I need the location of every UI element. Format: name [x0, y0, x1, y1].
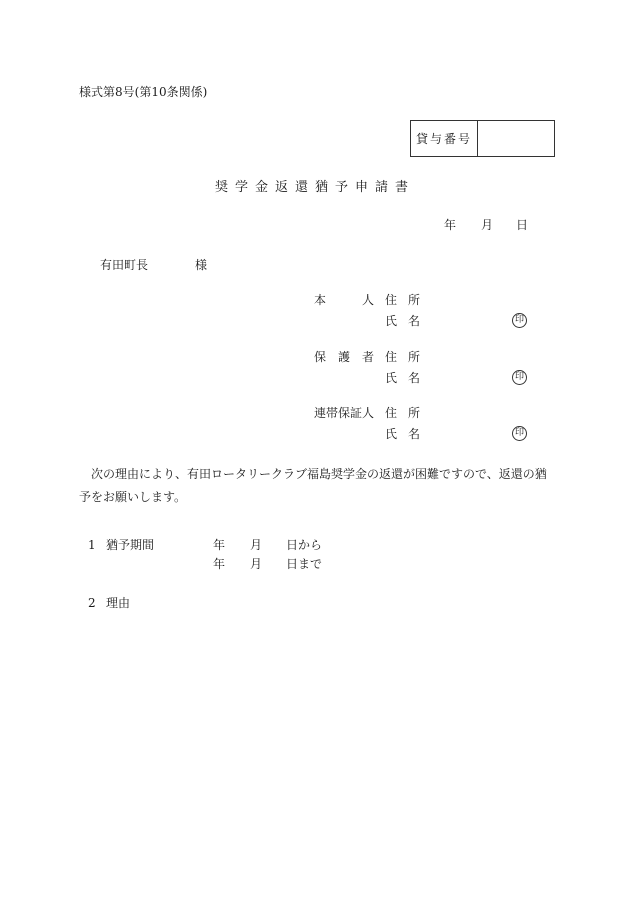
party-role-applicant	[314, 294, 374, 306]
addressee-name: 有田町長	[100, 258, 149, 272]
period-from-day: 日から	[286, 538, 323, 552]
item-label-deferral-period: 猶予期間	[106, 538, 155, 552]
period-to-year: 年	[213, 557, 226, 571]
seal-icon: 印	[512, 313, 527, 328]
request-body-text: 次の理由により、有田ロータリークラブ福島奨学金の返還が困難ですので、返還の猶予をお願いします。	[79, 467, 547, 504]
period-to-month: 月	[250, 557, 263, 571]
seal-icon: 印	[512, 426, 527, 441]
period-from-year: 年	[213, 538, 226, 552]
form-number: 様式第8号(第10条関係)	[79, 85, 208, 99]
party-role-guarantor: 連帯保証人	[314, 406, 375, 420]
document-title: 奨学金返還猶予申請書	[214, 180, 415, 195]
loan-number-field[interactable]	[478, 121, 554, 156]
party-address-label: 住 所	[385, 350, 420, 364]
seal-icon: 印	[512, 370, 527, 385]
party-role-guardian: 保 護 者	[314, 350, 374, 364]
party-name-label: 氏 名	[385, 427, 420, 441]
loan-number-label: 貸与番号	[411, 121, 478, 156]
party-address-label: 住 所	[385, 406, 420, 420]
party-address-label: 住 所	[385, 293, 420, 307]
addressee-honorific: 様	[195, 258, 208, 272]
item-number: 2	[88, 596, 96, 610]
role-char: 人	[361, 293, 374, 307]
party-name-label: 氏 名	[385, 314, 420, 328]
date-year: 年	[444, 218, 457, 232]
party-name-label: 氏 名	[385, 371, 420, 385]
period-from-month: 月	[250, 538, 263, 552]
date-month: 月	[481, 218, 494, 232]
date-day: 日	[516, 218, 529, 232]
period-to-day: 日まで	[286, 557, 323, 571]
item-number: 1	[88, 538, 96, 552]
item-label-reason: 理由	[106, 596, 131, 610]
role-char: 本	[314, 293, 327, 307]
loan-number-box	[410, 120, 555, 157]
